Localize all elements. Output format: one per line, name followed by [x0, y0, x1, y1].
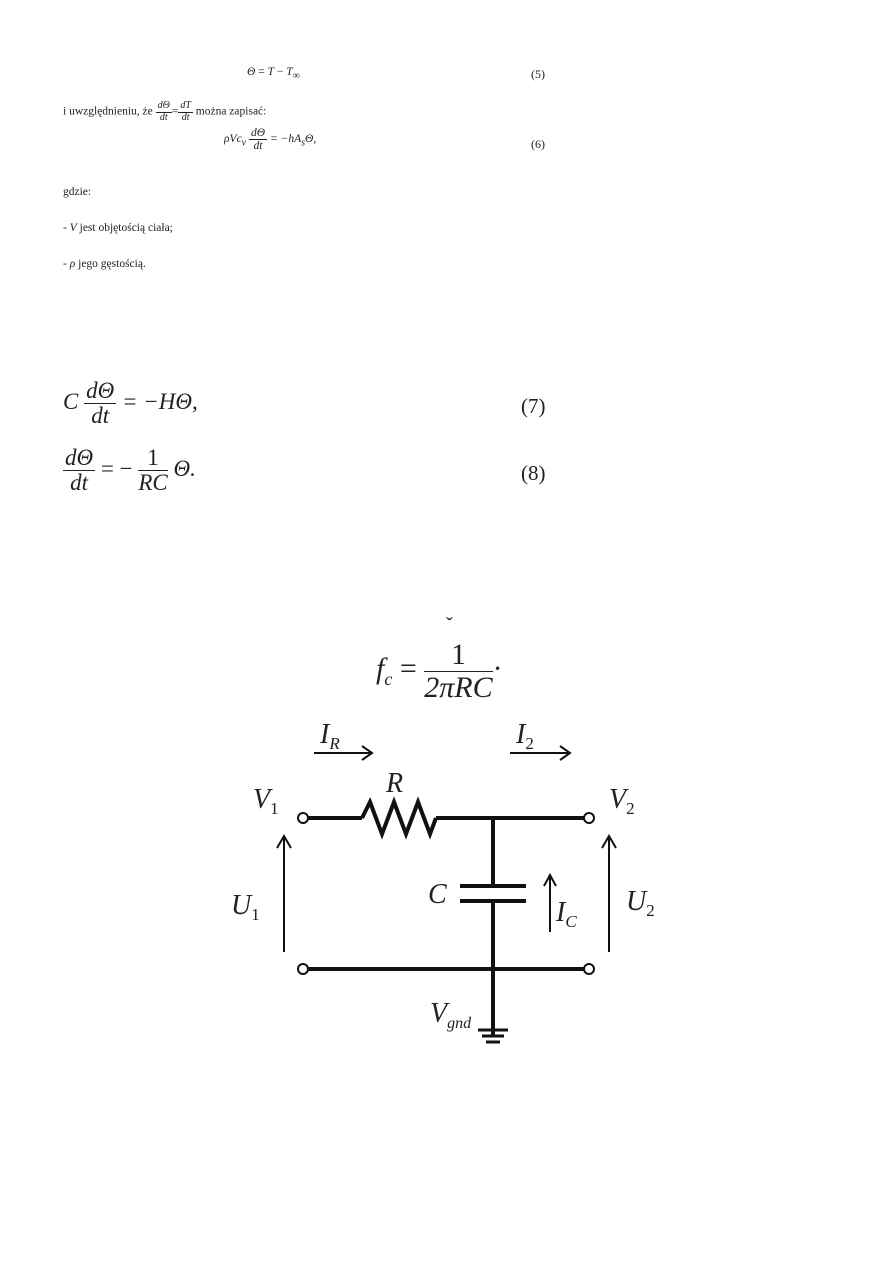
cutoff-frequency-formula: $f_c$ = $\frac{1}{\text{2πRC}}$ ·	[376, 638, 503, 704]
equation-number-5: (5)	[531, 67, 545, 81]
resistor-zigzag	[362, 802, 436, 834]
equation-number-7: (7)	[521, 394, 546, 418]
equation-7: C $\frac{d\Theta}{dt}$ = −HΘ,	[63, 378, 198, 429]
fraction-one-over-rc: $\frac{1}{RC}$	[138, 445, 168, 496]
list-item-volume: - V jest objętością ciała;	[63, 222, 173, 234]
intro-post-text: można zapisać:	[195, 105, 267, 118]
t-symbol: T	[267, 66, 274, 78]
label-r: R	[386, 768, 404, 799]
fraction-dtheta-dt-8: $\frac{d\Theta}{dt}$	[65, 445, 94, 496]
rc-circuit-diagram	[220, 710, 680, 1060]
equation-5: $\Theta = T - T_\infty$	[247, 66, 300, 82]
label-ir: $I_R$	[320, 719, 340, 753]
label-vgnd: $V_{gnd}$	[430, 998, 472, 1032]
intro-pre-text: i uwzględnieniu, że	[63, 105, 153, 118]
equation-number-6: (6)	[531, 137, 545, 151]
label-c: C	[428, 879, 447, 910]
label-u1: $U_1$	[231, 890, 260, 924]
fraction-one-over-2pirc: $\frac{1}{\text{2πRC}}$	[424, 638, 493, 704]
inline-fraction-dtheta: $\frac{d\Theta}{dt}$	[157, 100, 170, 123]
label-i2: $I_2$	[516, 719, 534, 753]
label-u2: $U_2$	[626, 886, 655, 920]
equation-6: ρVc$_v$ $\frac{d\Theta}{dt}$ = $-hA_s\Theta$,	[224, 127, 317, 153]
terminal-gnd-right	[584, 964, 594, 974]
label-ic: $I_C$	[556, 897, 577, 931]
fraction-dtheta-dt-7: $\frac{d\Theta}{dt}$	[86, 378, 115, 429]
theta-symbol: Θ	[247, 66, 256, 78]
intro-line: i uwzględnieniu, że $\frac{d\Theta}{dt}$ = $\frac{dT}{dt}$ można zapisać:	[63, 100, 267, 123]
fc-tick-mark: ˇ	[446, 614, 453, 636]
t-inf-symbol: T	[286, 66, 293, 78]
inline-fraction-dt: $\frac{dT}{dt}$	[180, 100, 191, 123]
label-v2: $V_2$	[609, 784, 635, 818]
label-v1: $V_1$	[253, 784, 279, 818]
list-item-density: - ρ jego gęstością.	[63, 258, 146, 270]
terminal-v2	[584, 813, 594, 823]
terminal-gnd-left	[298, 964, 308, 974]
gdzie-label: gdzie:	[63, 186, 92, 198]
fraction-dtheta-dt: $\frac{d\Theta}{dt}$	[251, 127, 266, 153]
equation-8: $\frac{d\Theta}{dt}$ = − $\frac{1}{RC}$ Θ.	[65, 445, 196, 496]
equation-number-8: (8)	[521, 461, 546, 485]
terminal-v1	[298, 813, 308, 823]
